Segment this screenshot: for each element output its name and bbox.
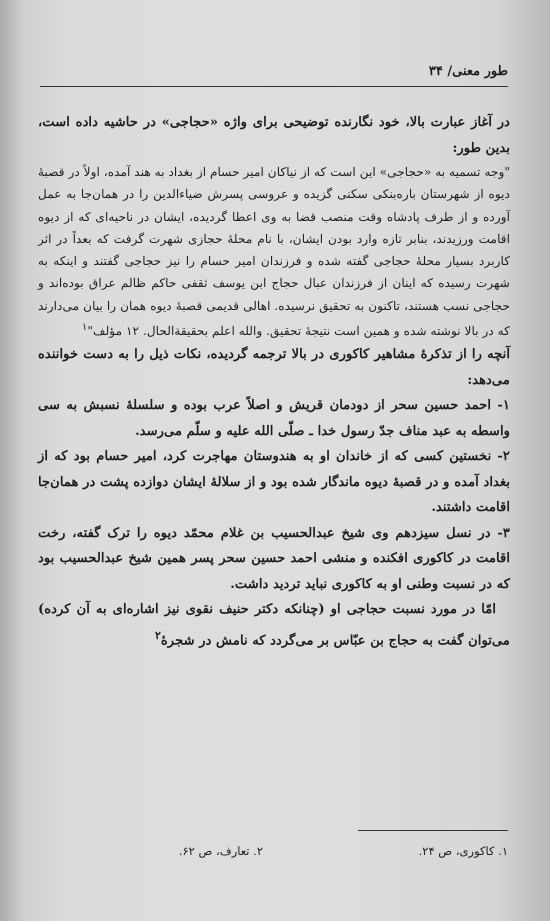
quote-text: "وجه تسمیه به «حجاجی» این است که از نیاکان امیر حسام از بغداد به هند آمده، اولاً در قصبهٔ دیوه از شهرستان باره‌بنکی سکنی گزیده و عروسی پسرش ضیاءالدین را در همان‌جا به عمل آورده و از طرف پادشاه وقت منصب قضا به وی اعطا گردیده، ایشان در ناحیه‌ای که از دیوه اقامت ورزیدند، بنابر تازه وارد بودن ایشان، با نام محلهٔ حجازی شهرت گرفت که بعداً در اثر کاربرد بسیار محلهٔ حجاجی گفته شده و فرزندان امیر حسام را نیز حجاجی گفتند و اینکه به شهرت رسیده که اینان از فرزندان عبال حجاج ابن یوسف ثقفی حاکم ظالم عراق بوده‌اند و حجاجی نسب هستند، تاکنون به تحقیق نرسیده. اهالی قدیمی قصبهٔ دیوه همان را بیان می‌دارند که در بالا نوشته شده و همین است نتیجهٔ تحقیق. والله اعلم بحقیقة‌الحال. ۱۲ مؤلف" (38, 165, 510, 339)
footnote-2: ۲. تعارف، ص ۶۲. (178, 844, 263, 858)
footnotes (40, 840, 508, 864)
list-item-2: ۲- نخستین کسی که از خاندان او به هندوستان مهاجرت کرد، امیر حسام بود که از بغداد آمده و در قصبهٔ دیوه ماندگار شده بود و از سلالهٔ ایشان دوازده پشت در همان‌جا اقامت داشتند. (38, 449, 510, 516)
closing-footnote-mark: ۲ (154, 628, 161, 642)
footnote-divider (358, 830, 508, 831)
body-text (38, 110, 510, 654)
intro-paragraph: در آغاز عبارت بالا، خود نگارنده توضیحی برای واژه «حجاجی» در حاشیه داده است، بدین طور: (38, 115, 510, 156)
list-item-1: ۱- احمد حسین سحر از دودمان قریش و اصلاً عرب بوده و سلسلهٔ نسبش به سی واسطه به عبد مناف جدّ رسول خدا ـ صلّی الله علیه و سلّم می‌رسد. (38, 398, 510, 439)
closing-paragraph (38, 597, 510, 653)
footnote-1: ۱. کاکوری، ص ۲۴. (418, 844, 508, 858)
quote-footnote-mark: ۱ (81, 322, 88, 334)
summary-paragraph: آنچه را از تذکرهٔ مشاهیر کاکوری در بالا ترجمه گردیده، نکات ذیل را به دست خواننده می‌دهد: (38, 347, 510, 388)
list-item-3: ۳- در نسل سیزدهم وی شیخ عبدالحسیب بن غلام محمّد دیوه را ترک گفته، رخت اقامت در کاکوری افکنده و منشی احمد حسین سحر پسر همین شیخ عبدالحسیب بود که در نسبت وطنی او به کاکوری نباید تردید داشت. (38, 525, 510, 592)
closing-text: امّا در مورد نسبت حجاجی او (چنانکه دکتر حنیف نقوی نیز اشاره‌ای به آن کرده) می‌توان گفت به حجاج بن عبّاس بر می‌گردد که نامش در شجرهٔ (38, 602, 510, 649)
running-header (40, 62, 508, 87)
running-title: طور معنی/ ۳۴ (428, 64, 508, 79)
quoted-footnote (38, 161, 510, 342)
